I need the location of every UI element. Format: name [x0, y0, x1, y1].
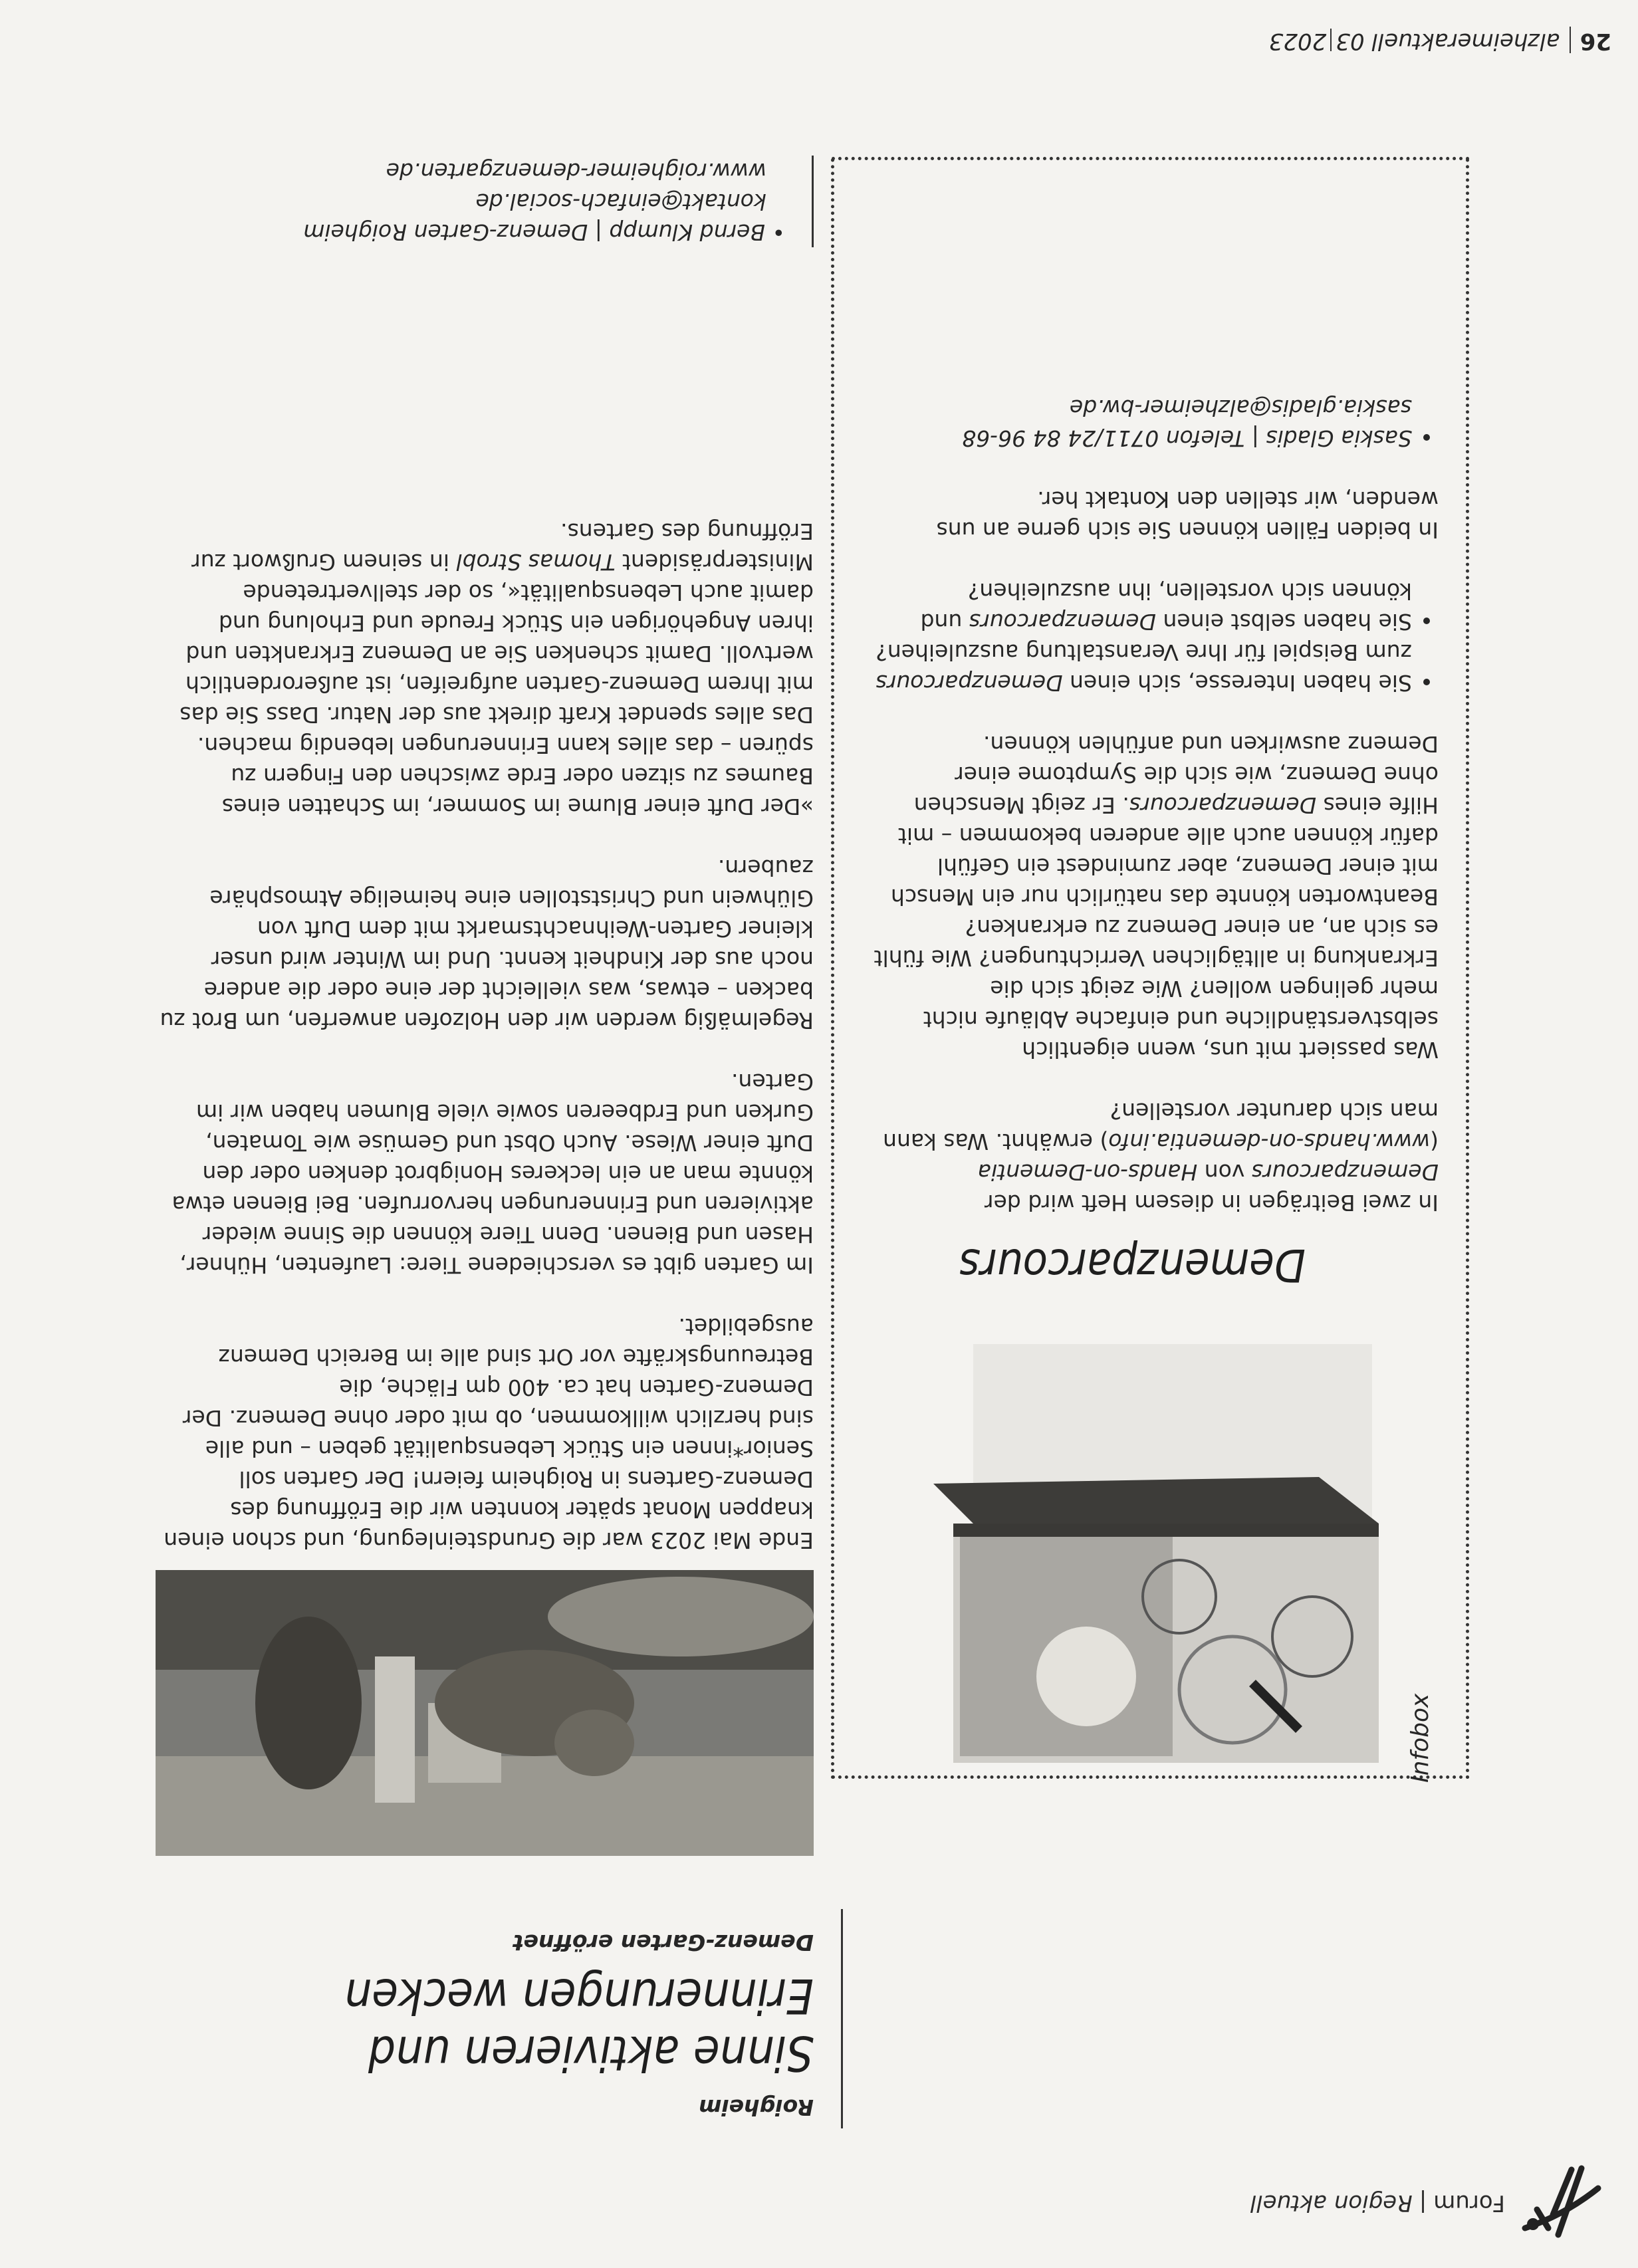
bullet-text: zum Beispiel für Ihre Veranstaltung auszuleihen? [876, 639, 1412, 665]
magazine-name: alzheimeraktuell [1371, 28, 1560, 55]
article-paragraph: Regelmäßig werden wir den Holzofen anwerfen, um Brot zu backen – etwas, was vielleicht der eine oder die andere noch aus der Kindheit kennt. Und im Winter wird unser kleiner Garten-Weihnachtsmarkt mit dem Duft von Glühwein und Christstollen eine heimelige Atmosphäre zaubern. [160, 855, 814, 1034]
issue-year: 2023 [1268, 28, 1327, 55]
intro-text: ) erwähnt. Was kann man sich darunter vorstellen? [883, 1098, 1439, 1155]
article-quote [156, 516, 814, 822]
bullet-text: Sie haben Interesse, sich einen [1062, 670, 1412, 696]
bullet-term: Demenzparcours [876, 670, 1063, 696]
page-number: 26 [1580, 28, 1611, 55]
subsection-name: Region aktuell [1250, 2190, 1413, 2216]
contact-website[interactable]: www.roigheimer-demenzgarten.de [386, 158, 766, 184]
bullet-text: und können sich vorstellen, ihn auszuleihen? [920, 578, 1412, 635]
infobox-body [874, 392, 1439, 1218]
paragraph-text: Was passiert mit uns, wenn eigentlich selbstverständliche und einfache Abläufe nicht mehr gelingen wollen? Wie zeigt sich die Erkrankung in alltäglichen Verrichtungen? Wie fühlt es sich an, an einer Demenz zu erkranken? Beantworten könnte das natürlich nur ein Mensch mit einer Demenz, aber zumindest ein Gefühl dafür können auch alle anderen bekommen – mit Hilfe eines [874, 792, 1439, 1063]
contact-name: Bernd Klumpp | Demenz-Garten Roigheim [303, 219, 766, 245]
infobox-paragraph [874, 729, 1439, 1065]
article-title: Sinne aktivieren und Erinnerungen wecken [344, 1968, 814, 2081]
intro-term: Demenzparcours [1251, 1159, 1439, 1185]
article-body [156, 485, 814, 1555]
footer-separator [1330, 29, 1332, 52]
infobox-contact [874, 423, 1439, 453]
intro-text: von [1197, 1159, 1252, 1185]
contact-email[interactable]: kontakt@einfach-social.de [475, 189, 766, 215]
infobox-bullets [874, 576, 1439, 698]
intro-link[interactable]: www.hands-on-dementia.info [1108, 1129, 1431, 1155]
paragraph-text: . Er zeigt Menschen ohne Demenz, wie sich die Symptome einer Demenz auswirken und anfühlen können. [913, 731, 1439, 818]
alzheimer-logo-icon [1512, 2162, 1611, 2241]
bullet-item [874, 576, 1412, 637]
article-subtitle: Demenz-Garten eröffnet [513, 1930, 814, 1956]
quote-end: in seinem Grußwort zur Eröffnung des Gartens. [191, 518, 814, 575]
intro-text: In zwei Beiträgen in diesem Heft wird der [984, 1190, 1439, 1216]
contact-email[interactable]: saskia.gladis@alzheimer-bw.de [1069, 395, 1412, 421]
bullet-item [874, 637, 1412, 698]
issue-number: 03 [1336, 28, 1365, 55]
infobox-label [1399, 1617, 1439, 1783]
garden-ducks-photo [156, 1570, 814, 1856]
intro-org: Hands-on-Dementia [977, 1159, 1198, 1185]
infobox-paragraph: In beiden Fällen können Sie sich gerne an uns wenden, wir stellen den Kontakt her. [936, 487, 1439, 543]
article-place: Roigheim [699, 2095, 814, 2120]
infobox-intro: In zwei Beiträgen in diesem Heft wird der Demenzparcours von Hands-on-Dementia (www.hands-on-dementia.info) erwähnt. Was kann man sich darunter vorstellen? [883, 1098, 1439, 1216]
footer-separator [1570, 27, 1571, 54]
quote-person: Thomas Strobl [456, 549, 616, 575]
infobox-label-text: Infobox [1407, 1693, 1434, 1783]
paragraph-term: Demenzparcours [1129, 792, 1317, 818]
contact-person: • Bernd Klumpp | Demenz-Garten Roigheim [303, 219, 785, 245]
article-paragraph: Im Garten gibt es verschiedene Tiere: Laufenten, Hühner, Hasen und Bienen. Denn Tiere können die Sinne wieder aktivieren und Erinnerungen hervorrufen. Bei Bienen etwa könnte man an ein leckeres Honigbrot denken oder den Duft einer Wiese. Auch Obst und Gemüse wie Tomaten, Gurken und Erdbeeren sowie viele Blumen haben wir im Garten. [172, 1069, 814, 1278]
bullet-text: Sie haben selbst einen [1155, 609, 1412, 635]
title-rule [841, 1909, 843, 2128]
section-header [1250, 2190, 1505, 2216]
article-paragraph: Ende Mai 2023 war die Grundsteinlegung, und schon einen knappen Monat später konnten wir die Eröffnung des Demenz-Gartens in Roigheim feiern! Der Garten soll Senior*innen ein Stück Lebensqualität geben – und alle sind herzlich willkommen, ob mit oder ohne Demenz. Der Demenz-Garten hat ca. 400 qm Fläche, die Betreuungskräfte vor Ort sind alle im Bereich Demenz ausgebildet. [164, 1313, 814, 1553]
page-footer [1269, 27, 1611, 55]
quote-text: »Der Duft einer Blume im Sommer, im Schatten eines Baumes zu sitzen oder Erde zwischen den Fingern zu spüren – das alles kann Erinnerungen lebendig machen. Das alles spendet Kraft direkt aus der Natur. Dass Sie das mit Ihrem Demenz-Garten aufgreifen, ist außerordentlich wertvoll. Damit schenken Sie an Demenz Erkrankten und ihren Angehörigen ein Stück Freude und Erholung und damit auch Lebensqualität«, so der stellvertretende Ministerpräsident [179, 549, 814, 820]
header-separator: | [1419, 2190, 1427, 2216]
section-name: Forum [1433, 2190, 1505, 2216]
infobox-title: Demenzparcours [959, 1238, 1306, 1291]
article-contact [156, 156, 814, 247]
contact-person: • Saskia Gladis | Telefon 0711/24 84 96-68 [874, 423, 1412, 453]
bullet-term: Demenzparcours [969, 609, 1156, 635]
demenzparcours-box-photo [927, 1331, 1399, 1769]
